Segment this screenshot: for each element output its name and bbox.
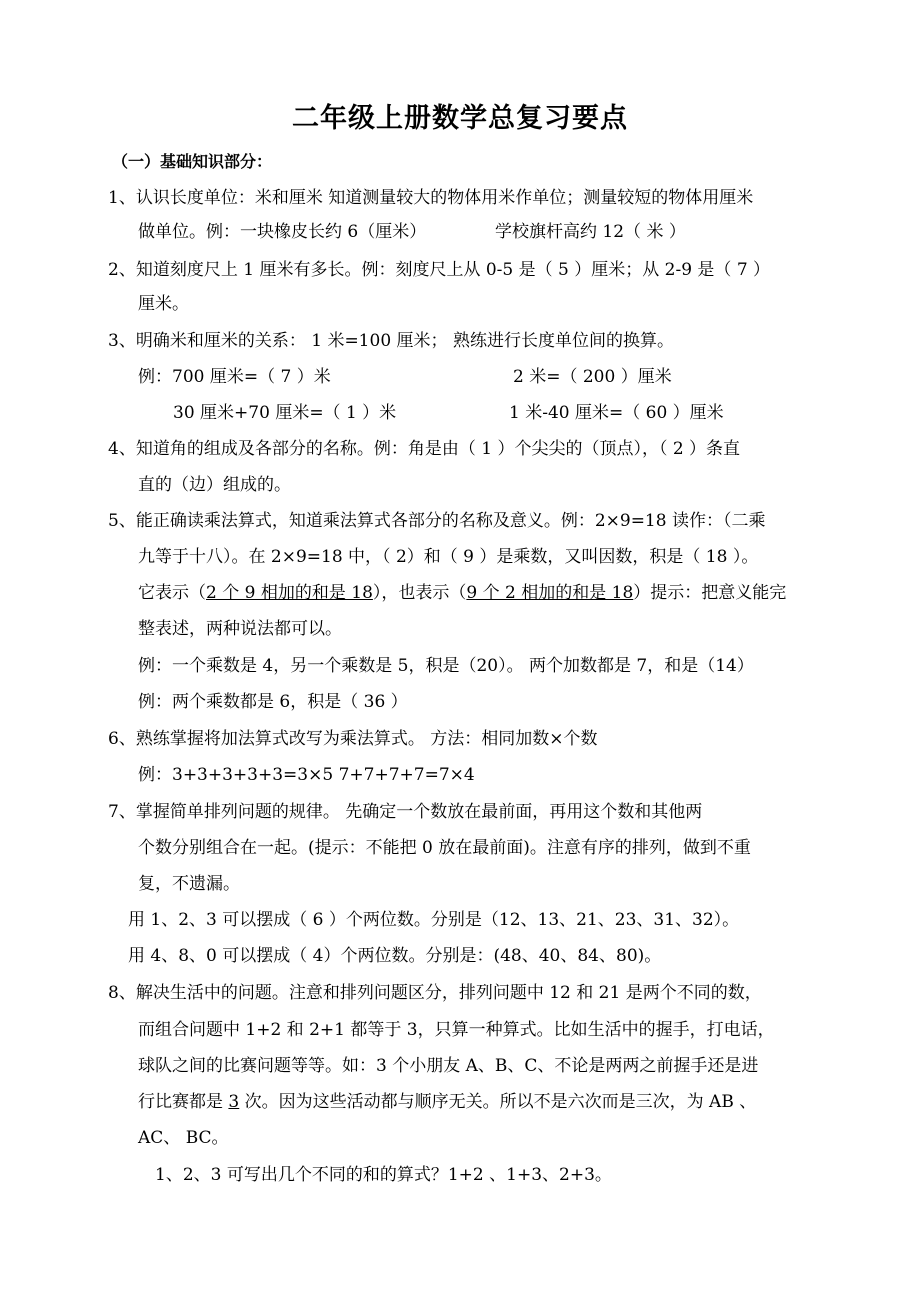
- item-1-line-2b: 学校旗杆高约 12（ 米 ）: [495, 222, 686, 242]
- item-5-line-3: [138, 582, 786, 604]
- item-8-line-4-text-b: 次。因为这些活动都与顺序无关。所以不是六次而是三次，为 AB 、: [239, 1092, 757, 1112]
- item-1-line-2a: 做单位。例：一块橡皮长约 6（厘米）: [138, 222, 427, 242]
- item-6-line-1: 6、熟练掌握将加法算式改写为乘法算式。 方法：相同加数×个数: [108, 729, 598, 749]
- item-3-example-2a: 30 厘米+70 厘米=（ 1 ）米: [173, 403, 397, 423]
- item-5-line-3-text-c: ）提示：把意义能完: [633, 583, 787, 603]
- item-5-line-2: 九等于十八）。在 2×9=18 中，（ 2）和（ 9 ）是乘数，又叫因数，积是（ 18 ）。: [138, 547, 759, 567]
- item-8-line-3: 球队之间的比赛问题等等。如：3 个小朋友 A、B、C、不论是两两之前握手还是进: [138, 1056, 759, 1076]
- item-8-underlined-count: 3: [228, 1092, 240, 1112]
- item-1-line-1: 1、认识长度单位：米和厘米 知道测量较大的物体用米作单位；测量较短的物体用厘米: [108, 188, 754, 208]
- item-3-example-2b: 1 米-40 厘米=（ 60 ）厘米: [509, 403, 724, 423]
- item-6-example: 例：3+3+3+3+3=3×5 7+7+7+7=7×4: [138, 765, 475, 785]
- item-8-line-1: 8、解决生活中的问题。注意和排列问题区分，排列问题中 12 和 21 是两个不同的数，: [108, 983, 762, 1003]
- item-3-example-1b: 2 米=（ 200 ）厘米: [513, 367, 672, 387]
- item-4-line-1: 4、知道角的组成及各部分的名称。例：角是由（ 1 ）个尖尖的（顶点），（ 2 ）条直: [108, 439, 741, 459]
- item-5-example-1: 例：一个乘数是 4，另一个乘数是 5，积是（20）。 两个加数都是 7，和是（14）: [138, 656, 754, 676]
- item-7-example-2: 用 4、8、0 可以摆成（ 4）个两位数。分别是：(48、40、84、80)。: [128, 946, 662, 966]
- item-3-example-1a: 例：700 厘米=（ 7 ）米: [138, 367, 331, 387]
- item-7-line-2: 个数分别组合在一起。(提示：不能把 0 放在最前面)。注意有序的排列，做到不重: [138, 838, 751, 858]
- item-8-example: 1、2、3 可写出几个不同的和的算式？1+2 、1+3、2+3。: [155, 1165, 612, 1185]
- item-8-line-4: [138, 1091, 756, 1113]
- item-5-underlined-meaning-2: 9 个 2 相加的和是 18: [466, 583, 634, 603]
- item-8-line-4-text-a: 行比赛都是: [138, 1092, 229, 1112]
- item-5-example-2: 例：两个乘数都是 6，积是（ 36 ）: [138, 692, 408, 712]
- item-7-line-1: 7、掌握简单排列问题的规律。 先确定一个数放在最前面，再用这个数和其他两: [108, 802, 703, 822]
- item-7-example-1: 用 1、2、3 可以摆成（ 6 ）个两位数。分别是（12、13、21、23、31、32）。: [128, 910, 740, 930]
- item-4-line-2: 直的（边）组成的。: [138, 475, 291, 495]
- item-5-line-4: 整表述，两种说法都可以。: [138, 619, 342, 639]
- item-2-line-1: 2、知道刻度尺上 1 厘米有多长。例：刻度尺上从 0-5 是（ 5 ）厘米；从 2-9 是（ 7 ）: [108, 260, 771, 280]
- item-5-line-3-text-b: ），也表示（: [372, 583, 467, 603]
- item-7-line-3: 复，不遗漏。: [138, 874, 240, 894]
- item-8-line-5: AC、 BC。: [138, 1128, 229, 1148]
- item-3-line-1: 3、明确米和厘米的关系： 1 米=100 厘米； 熟练进行长度单位间的换算。: [108, 331, 674, 351]
- item-8-line-2: 而组合问题中 1+2 和 2+1 都等于 3，只算一种算式。比如生活中的握手，打电话，: [138, 1020, 775, 1040]
- item-5-underlined-meaning-1: 2 个 9 相加的和是 18: [206, 583, 373, 603]
- item-5-line-1: 5、能正确读乘法算式，知道乘法算式各部分的名称及意义。例：2×9=18 读作：（二乘: [108, 511, 766, 531]
- item-5-line-3-text-a: 它表示（: [138, 583, 206, 603]
- page-title: 二年级上册数学总复习要点: [292, 103, 628, 134]
- section-heading: （一）基础知识部分：: [112, 152, 273, 171]
- item-2-line-2: 厘米。: [138, 294, 189, 314]
